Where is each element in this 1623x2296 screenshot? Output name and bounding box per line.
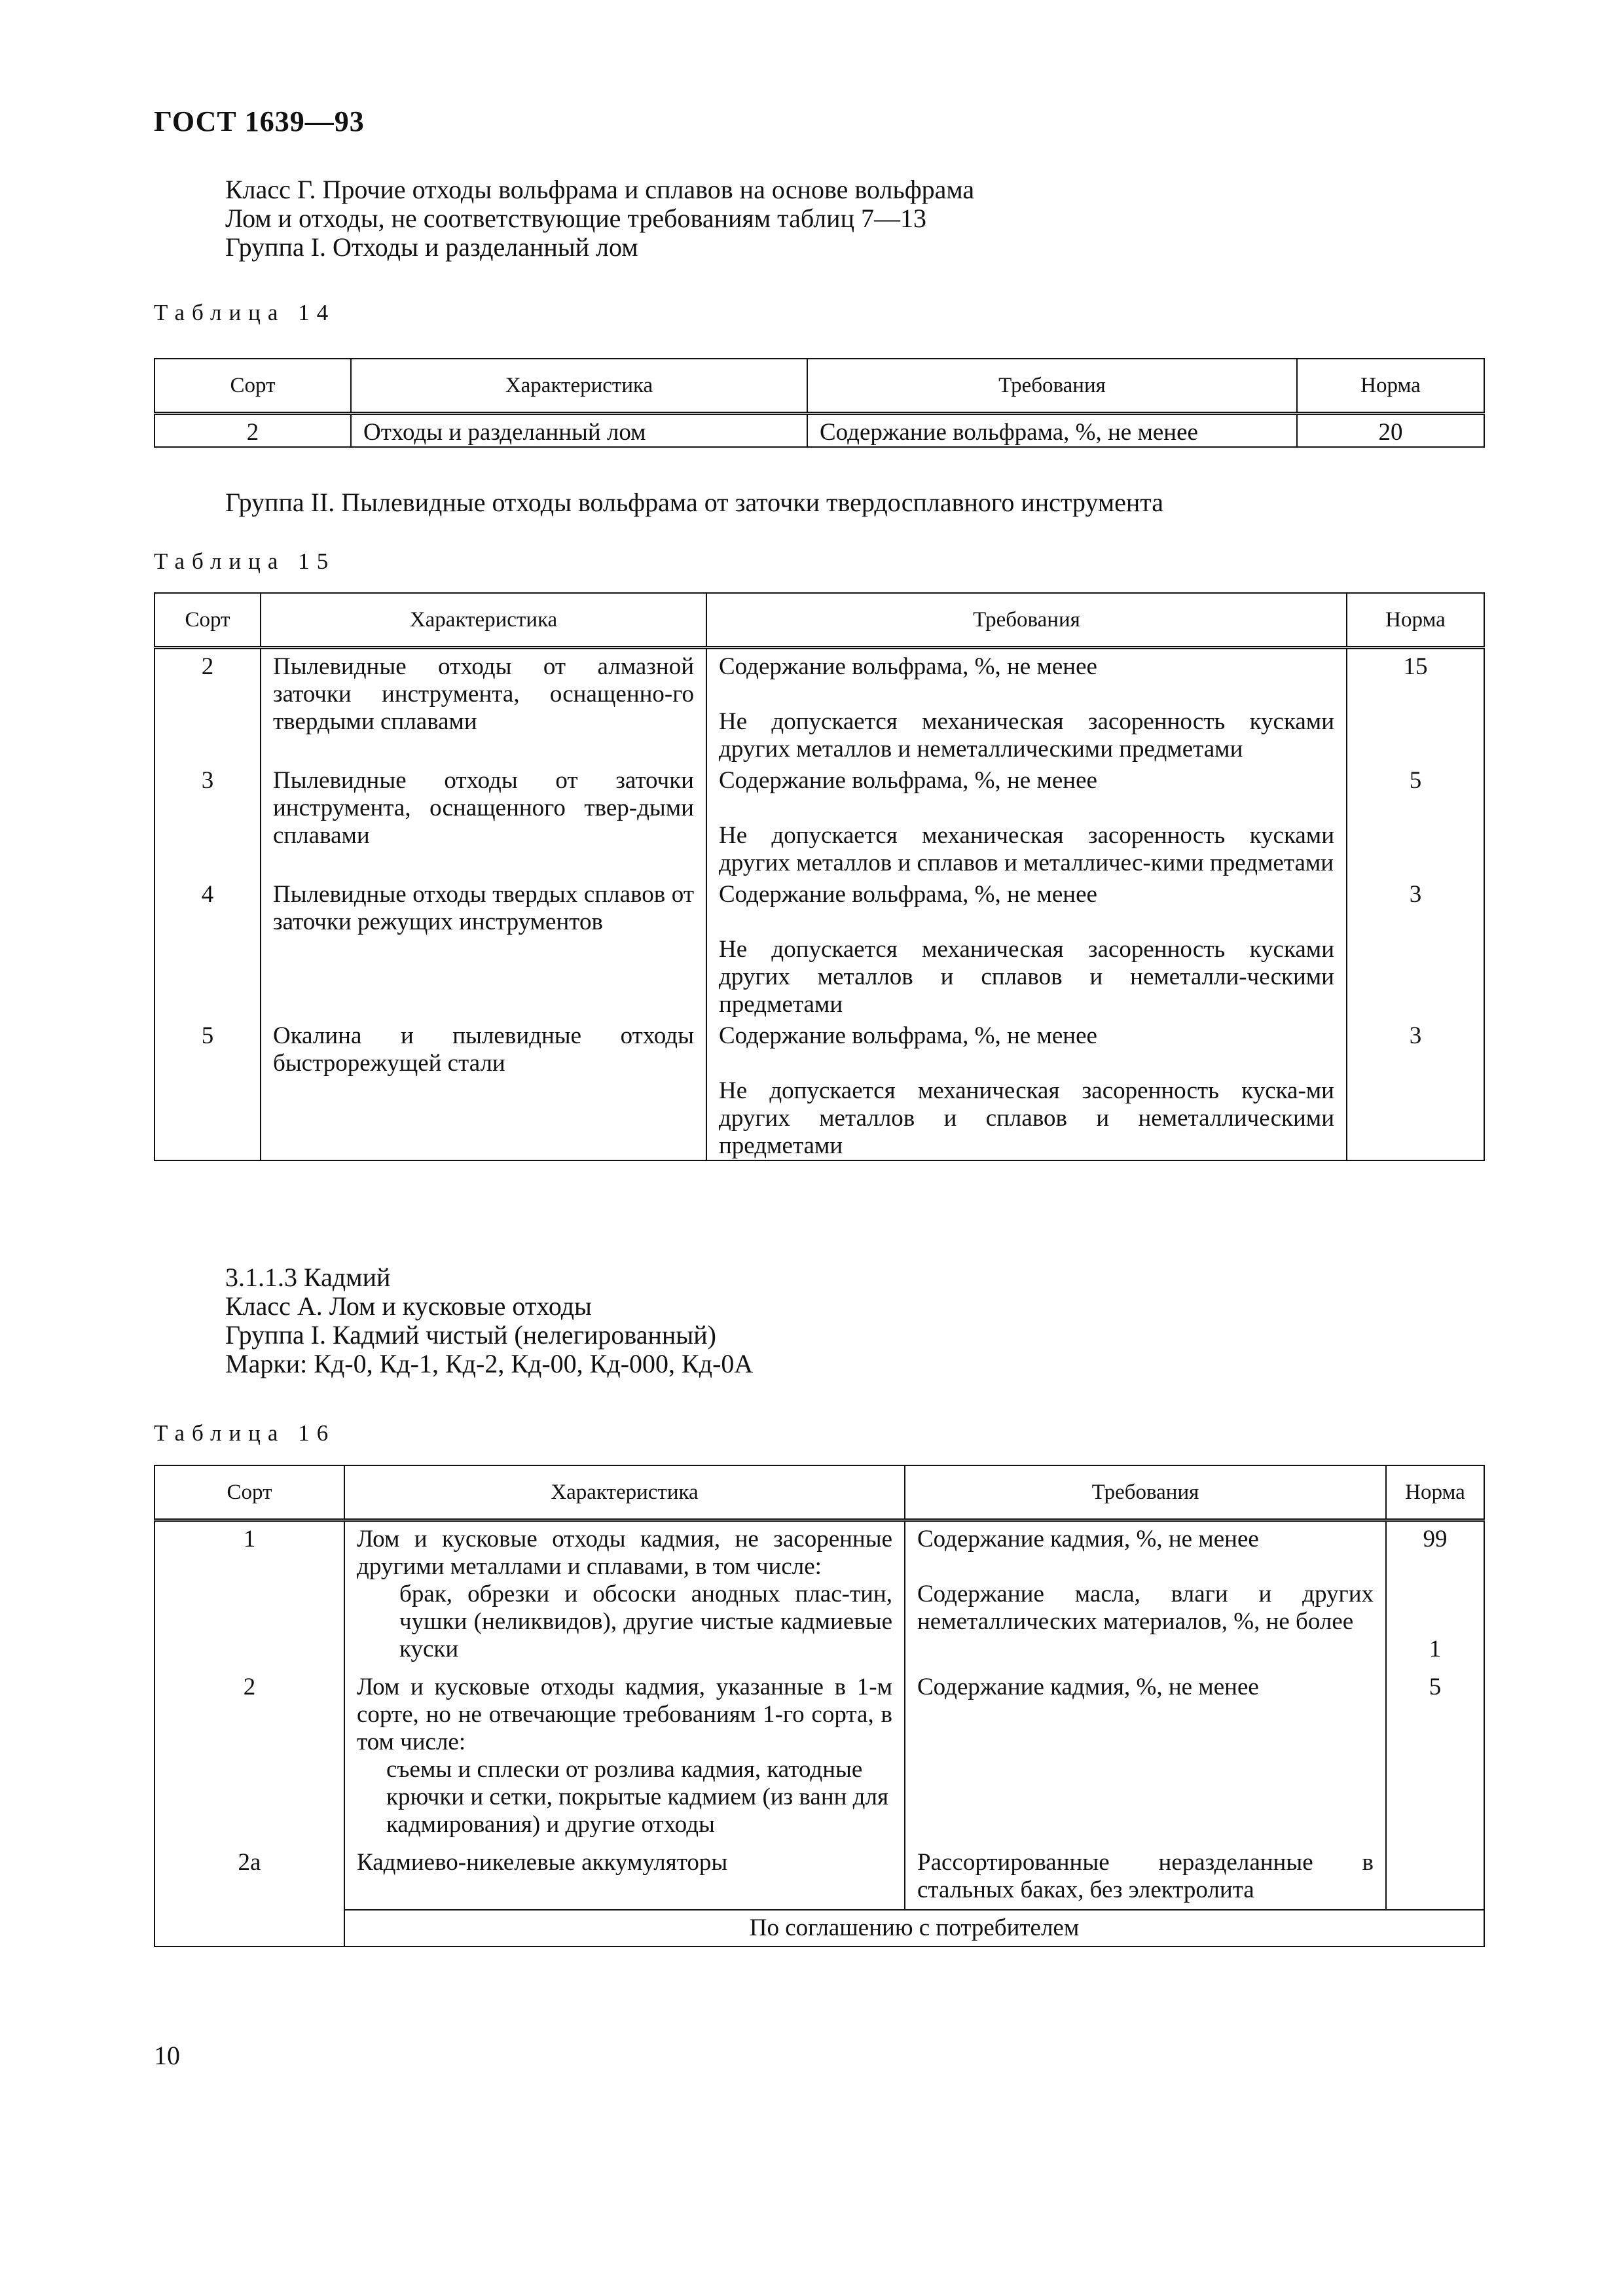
- table-row: [155, 1018, 1484, 1160]
- col-header-sort: Сорт: [155, 593, 261, 648]
- characteristic-main: Лом и кусковые отходы кадмия, не засоренные другими металлами и сплавами, в том числе:: [357, 1526, 892, 1580]
- cell-requirements: [905, 1663, 1386, 1839]
- cell-requirements: [706, 648, 1347, 764]
- intro-block: [225, 175, 974, 262]
- cell-norm: 20: [1297, 414, 1484, 448]
- col-header-norm: Норма: [1386, 1465, 1484, 1520]
- table14-caption: Таблица 14: [154, 300, 336, 325]
- group2-heading: [225, 488, 1163, 517]
- col-header-requirements: Требования: [807, 359, 1297, 414]
- class-line: Класс А. Лом и кусковые отходы: [225, 1291, 592, 1321]
- requirement-content: Содержание вольфрама, %, не менее: [719, 767, 1097, 794]
- cell-characteristic: [344, 1663, 905, 1839]
- requirement-contamination: Не допускается механическая засоренность кусками других металлов и сплавов и неметалли-ческими предметами: [719, 936, 1334, 1018]
- table-row: [155, 877, 1484, 1018]
- cell-requirements: [905, 1520, 1386, 1664]
- grades-line: Марки: Кд-0, Кд-1, Кд-2, Кд-00, Кд-000, Кд-0А: [225, 1349, 754, 1378]
- col-header-sort: Сорт: [155, 359, 351, 414]
- cell-sort: 1: [155, 1520, 344, 1664]
- cell-sort: 3: [155, 763, 261, 877]
- col-header-requirements: Требования: [905, 1465, 1386, 1520]
- norm-value: 99: [1423, 1526, 1448, 1552]
- cell-norm: 5: [1386, 1663, 1484, 1839]
- table-footer-row: [155, 1910, 1484, 1946]
- cell-characteristic: Окалина и пылевидные отходы быстрорежущей стали: [261, 1018, 706, 1160]
- group-line: Группа I. Кадмий чистый (нелегированный): [225, 1320, 716, 1350]
- cell-norm: 3: [1347, 877, 1484, 1018]
- intro-line: Лом и отходы, не соответствующие требованиям таблиц 7—13: [225, 204, 926, 233]
- table-row: [155, 648, 1484, 764]
- col-header-norm: Норма: [1297, 359, 1484, 414]
- characteristic-detail: съемы и сплески от розлива кадмия, катодные крючки и сетки, покрытые кадмием (из ванн для кадмирования) и другие отходы: [386, 1756, 888, 1838]
- cell-norm: [1386, 1839, 1484, 1910]
- table-16: [154, 1465, 1485, 1947]
- cell-characteristic: Отходы и разделанный лом: [351, 414, 807, 448]
- requirement-contamination: Не допускается механическая засоренность кусками других металлов и неметаллическими предметами: [719, 708, 1334, 762]
- cell-characteristic: Пылевидные отходы от алмазной заточки инструмента, оснащенно-го твердыми сплавами: [261, 648, 706, 764]
- document-header: ГОСТ 1639—93: [154, 105, 365, 137]
- cell-requirements: [706, 1018, 1347, 1160]
- characteristic-detail: брак, обрезки и обсоски анодных плас-тин, чушки (неликвидов), другие чистые кадмиевые куски: [399, 1581, 892, 1662]
- cell-characteristic: Пылевидные отходы твердых сплавов от заточки режущих инструментов: [261, 877, 706, 1018]
- table-row: [155, 1663, 1484, 1839]
- cell-requirements: Содержание вольфрама, %, не менее: [807, 414, 1297, 448]
- cell-norm: [1386, 1520, 1484, 1664]
- col-header-requirements: Требования: [706, 593, 1347, 648]
- requirement-content: Содержание вольфрама, %, не менее: [719, 881, 1097, 908]
- col-header-characteristic: Характеристика: [261, 593, 706, 648]
- footer-note: По соглашению с потребителем: [344, 1910, 1484, 1946]
- table-row: [155, 1839, 1484, 1910]
- table-row: [155, 414, 1484, 448]
- cadmium-block: [225, 1263, 753, 1378]
- cell-norm: 3: [1347, 1018, 1484, 1160]
- table-14: [154, 358, 1485, 448]
- page-number: 10: [154, 2041, 180, 2070]
- cell-requirements: [706, 877, 1347, 1018]
- col-header-characteristic: Характеристика: [351, 359, 807, 414]
- intro-line: Класс Г. Прочие отходы вольфрама и сплавов на основе вольфрама: [225, 175, 975, 204]
- cell-characteristic: [344, 1520, 905, 1664]
- col-header-sort: Сорт: [155, 1465, 344, 1520]
- cell-requirements: [706, 763, 1347, 877]
- requirement-impurities: Содержание масла, влаги и других неметаллических материалов, %, не более: [917, 1581, 1374, 1635]
- cell-norm: 15: [1347, 648, 1484, 764]
- table16-caption: Таблица 16: [154, 1420, 336, 1446]
- intro-line: Группа I. Отходы и разделанный лом: [225, 232, 638, 262]
- requirement-contamination: Не допускается механическая засоренность кусками других металлов и сплавов и металличес-кими предметами: [719, 822, 1334, 876]
- requirement-content: Содержание кадмия, %, не менее: [917, 1674, 1259, 1700]
- table15-caption: Таблица 15: [154, 548, 336, 574]
- cell-sort: 2а: [155, 1839, 344, 1910]
- cell-sort: 4: [155, 877, 261, 1018]
- col-header-norm: Норма: [1347, 593, 1484, 648]
- norm-value: 1: [1429, 1636, 1442, 1662]
- cell-requirements: Рассортированные неразделанные в стальных баках, без электролита: [905, 1839, 1386, 1910]
- table-row: [155, 763, 1484, 877]
- cell-norm: 5: [1347, 763, 1484, 877]
- col-header-characteristic: Характеристика: [344, 1465, 905, 1520]
- cell-sort: 2: [155, 648, 261, 764]
- requirement-content: Содержание вольфрама, %, не менее: [719, 653, 1097, 680]
- table-row: [155, 1520, 1484, 1664]
- requirement-contamination: Не допускается механическая засоренность куска-ми других металлов и сплавов и неметаллическими предметами: [719, 1077, 1334, 1159]
- cell-sort: 2: [155, 414, 351, 448]
- section-number-line: 3.1.1.3 Кадмий: [225, 1263, 391, 1292]
- cell-sort: 5: [155, 1018, 261, 1160]
- cell-characteristic: Пылевидные отходы от заточки инструмента, оснащенного твер-дыми сплавами: [261, 763, 706, 877]
- characteristic-main: Лом и кусковые отходы кадмия, указанные в 1-м сорте, но не отвечающие требованиям 1-го сорта, в том числе:: [357, 1674, 892, 1755]
- cell-sort: 2: [155, 1663, 344, 1839]
- requirement-content: Содержание вольфрама, %, не менее: [719, 1022, 1097, 1049]
- group2-line: Группа II. Пылевидные отходы вольфрама от заточки твердосплавного инструмента: [225, 488, 1164, 517]
- table-15: [154, 592, 1485, 1161]
- cell-characteristic: Кадмиево-никелевые аккумуляторы: [344, 1839, 905, 1910]
- requirement-content: Содержание кадмия, %, не менее: [917, 1526, 1259, 1552]
